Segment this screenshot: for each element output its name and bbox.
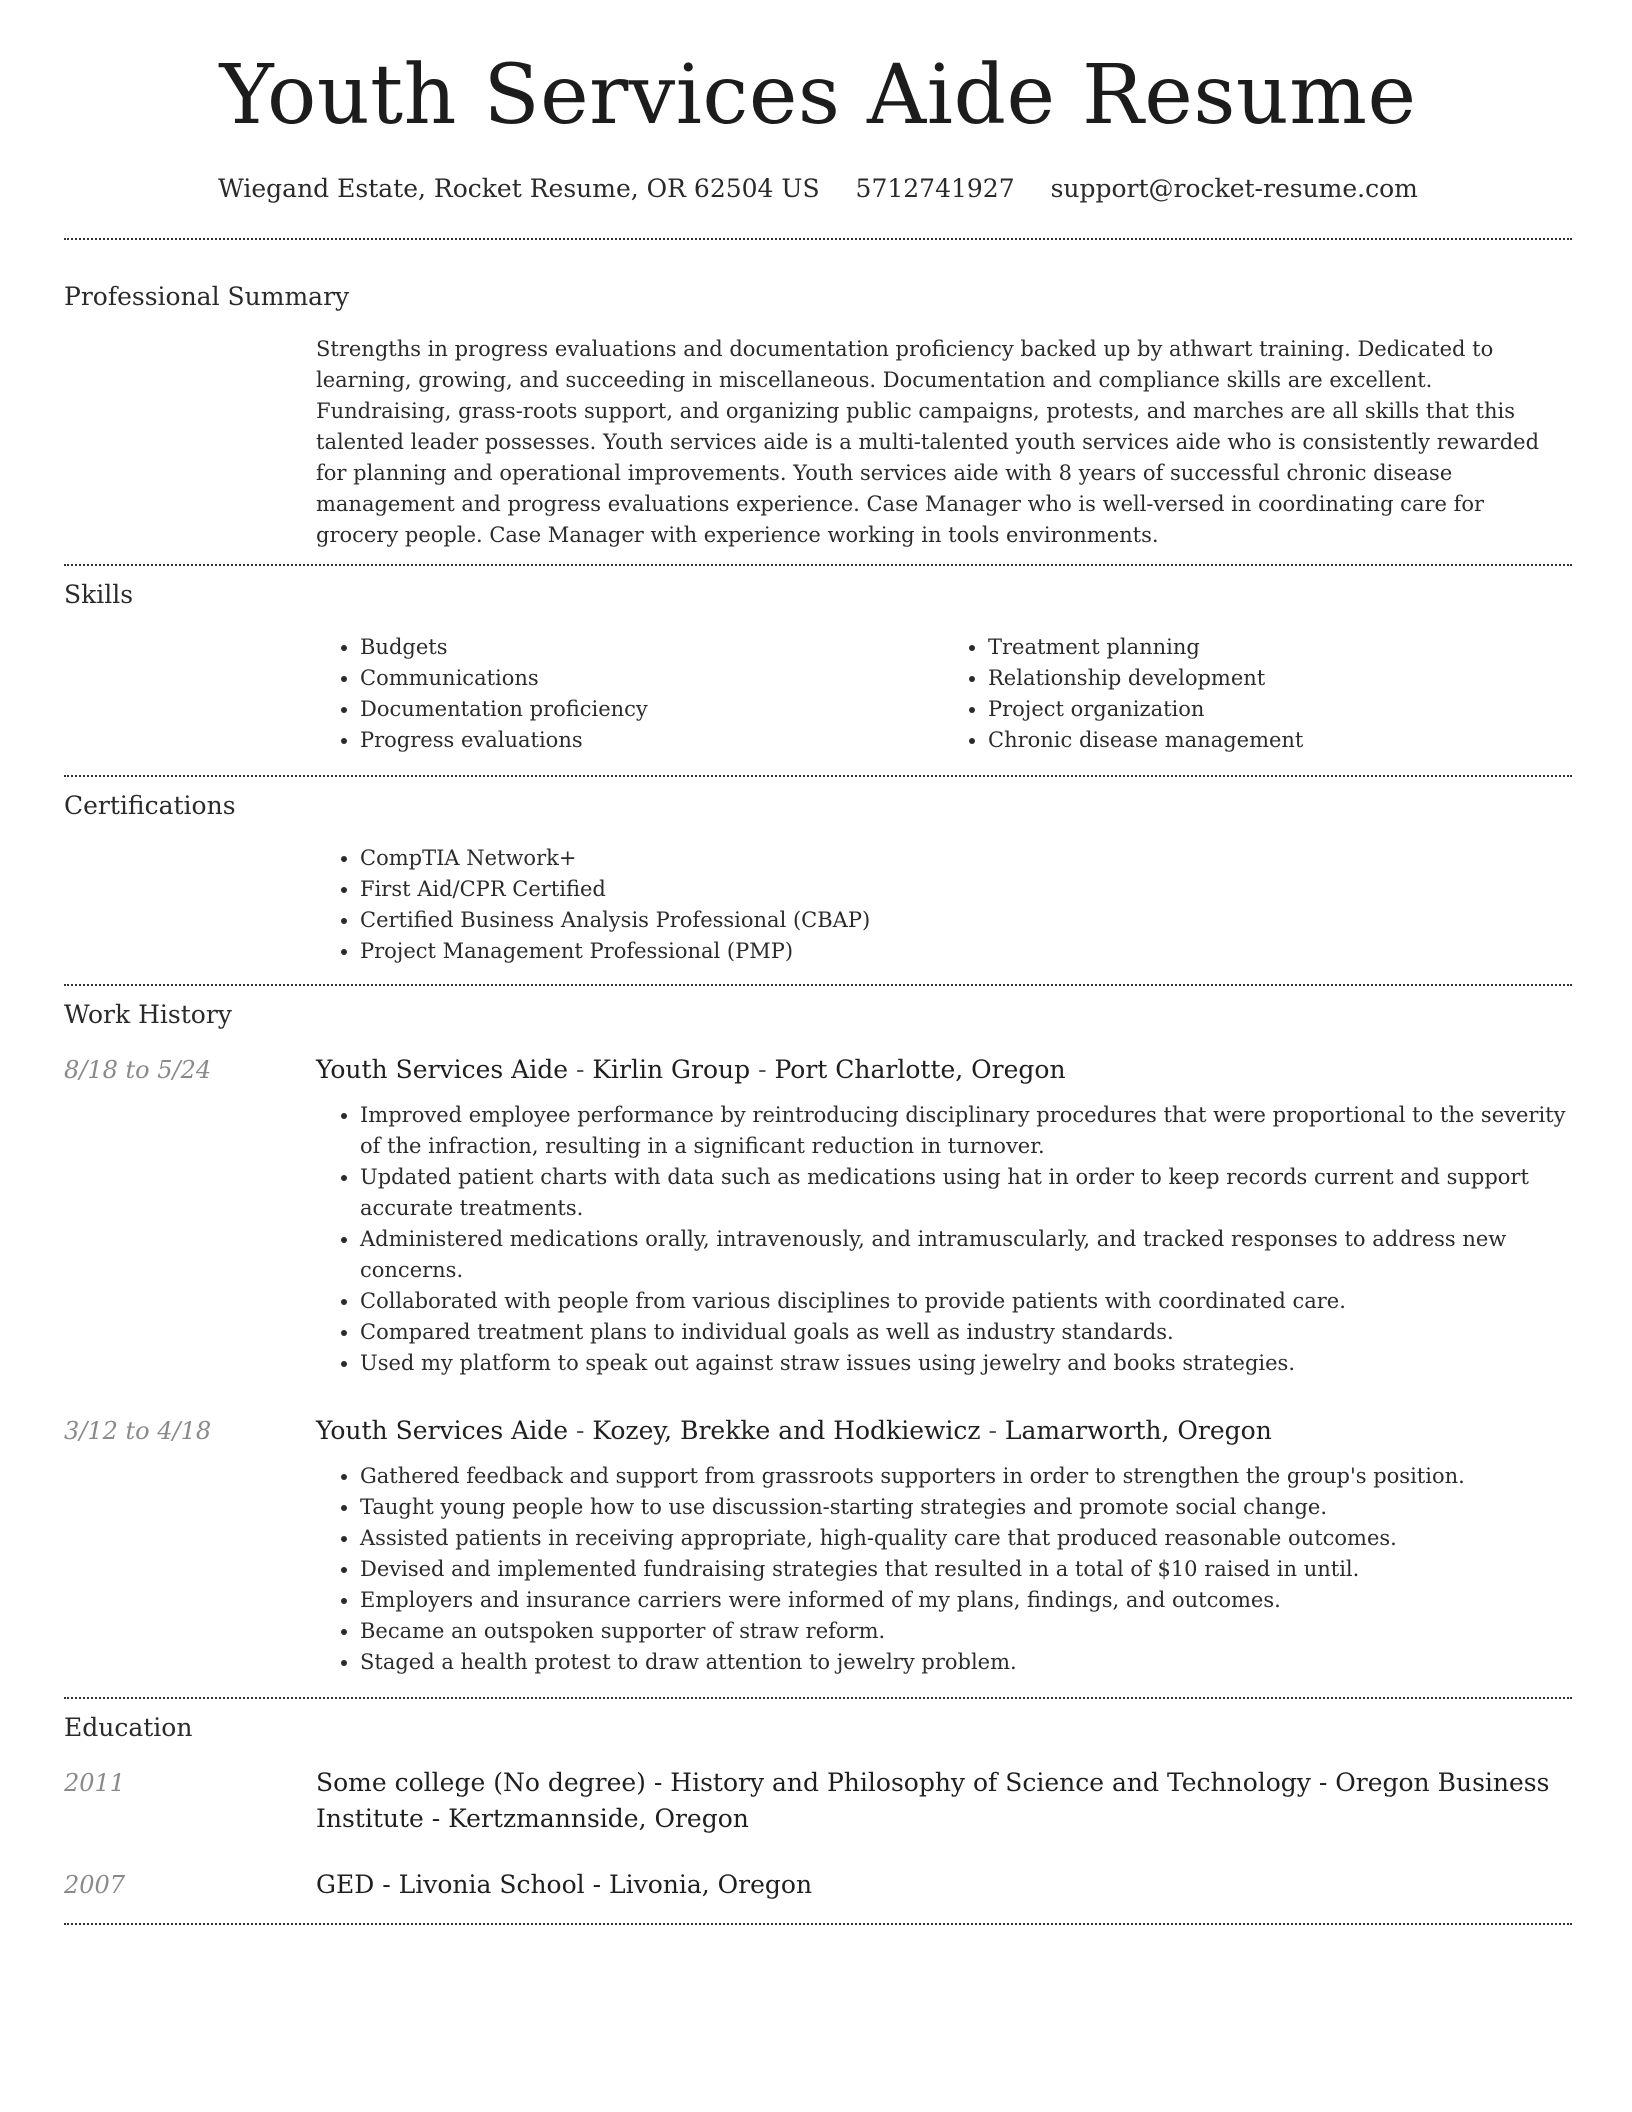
- job-heading: [316, 1052, 1066, 1088]
- education-entry: [64, 1765, 1572, 1837]
- contact-line: [64, 174, 1572, 204]
- heading-separator: -: [575, 1055, 585, 1084]
- skills-heading: Skills: [64, 580, 134, 609]
- job-bullets: [316, 1461, 1572, 1678]
- contact-phone: 5712741927: [855, 174, 1015, 203]
- job-location: Port Charlotte, Oregon: [774, 1055, 1066, 1084]
- skills-column-right: [944, 632, 1572, 756]
- job-bullet: • Devised and implemented fundraising strategies that resulted in a total of $10 raised in until.: [360, 1554, 1572, 1585]
- contact-email: support@rocket-resume.com: [1050, 174, 1418, 203]
- heading-separator: -: [575, 1416, 585, 1445]
- summary-text: Strengths in progress evaluations and documentation proficiency backed up by athwart training. Dedicated to learning, growing, and succeeding in miscellaneous. Documentation and compliance skills are excellent. Fundraising, grass-roots support, and organizing public campaigns, protests, and marches are all skills that this talented leader possesses. Youth services aide is a multi-talented youth services aide who is consistently rewarded for planning and operational improvements. Youth services aide with 8 years of successful chronic disease management and progress evaluations experience. Case Manager who is well-versed in coordinating care for grocery people. Case Manager with experience working in tools environments.: [316, 337, 1540, 547]
- job-bullet: • Used my platform to speak out against straw issues using jewelry and books strategies.: [360, 1348, 1572, 1379]
- skill-item: • Chronic disease management: [988, 725, 1572, 756]
- education-details: GED - Livonia School - Livonia, Oregon: [316, 1870, 813, 1899]
- skill-item: • Relationship development: [988, 663, 1572, 694]
- job-bullet: • Administered medications orally, intravenously, and intramuscularly, and tracked responses to address new concerns.: [360, 1224, 1572, 1286]
- job-company: Kozey, Brekke and Hodkiewicz: [592, 1416, 981, 1445]
- certification-item: • First Aid/CPR Certified: [360, 874, 1572, 905]
- education-heading: Education: [64, 1713, 193, 1742]
- job-dates: 3/12 to 4/18: [64, 1417, 212, 1445]
- divider: [64, 984, 1572, 986]
- education-year: 2011: [64, 1769, 126, 1797]
- skills-column-left: [316, 632, 944, 756]
- skill-item: • Budgets: [360, 632, 944, 663]
- skill-item: • Documentation proficiency: [360, 694, 944, 725]
- job-heading: [316, 1413, 1272, 1449]
- job-bullet: • Compared treatment plans to individual goals as well as industry standards.: [360, 1317, 1572, 1348]
- job-bullet: • Became an outspoken supporter of straw reform.: [360, 1616, 1572, 1647]
- education-details: Some college (No degree) - History and Philosophy of Science and Technology - Oregon Business Institute - Kertzmannside, Oregon: [316, 1768, 1550, 1833]
- skill-item: • Communications: [360, 663, 944, 694]
- work-history-heading: Work History: [64, 1000, 232, 1029]
- heading-separator: -: [988, 1416, 997, 1445]
- job-bullet: • Improved employee performance by reintroducing disciplinary procedures that were proportional to the severity of the infraction, resulting in a significant reduction in turnover.: [360, 1100, 1572, 1162]
- job-dates: 8/18 to 5/24: [64, 1056, 212, 1084]
- divider: [64, 1697, 1572, 1699]
- contact-address: Wiegand Estate, Rocket Resume, OR 62504 US: [218, 174, 820, 203]
- certifications-list: [316, 843, 1572, 967]
- job-title: Youth Services Aide: [316, 1416, 568, 1445]
- education-year: 2007: [64, 1871, 126, 1899]
- job-company: Kirlin Group: [592, 1055, 751, 1084]
- certification-item: • Project Management Professional (PMP): [360, 936, 1572, 967]
- certification-item: • Certified Business Analysis Professional (CBAP): [360, 905, 1572, 936]
- resume-title: Youth Services Aide Resume: [219, 48, 1417, 143]
- job-entry-header: [64, 1052, 1572, 1088]
- job-location: Lamarworth, Oregon: [1004, 1416, 1272, 1445]
- job-bullet: • Gathered feedback and support from grassroots supporters in order to strengthen the group's position.: [360, 1461, 1572, 1492]
- job-bullet: • Assisted patients in receiving appropriate, high-quality care that produced reasonable outcomes.: [360, 1523, 1572, 1554]
- skill-item: • Treatment planning: [988, 632, 1572, 663]
- divider: [64, 775, 1572, 777]
- job-bullet: • Employers and insurance carriers were informed of my plans, findings, and outcomes.: [360, 1585, 1572, 1616]
- skills-list: [316, 632, 1572, 756]
- job-duties: [316, 1100, 1572, 1379]
- job-title: Youth Services Aide: [316, 1055, 568, 1084]
- education-entry: [64, 1867, 1572, 1903]
- skill-item: • Project organization: [988, 694, 1572, 725]
- job-bullet: • Collaborated with people from various disciplines to provide patients with coordinated care.: [360, 1286, 1572, 1317]
- job-duties: [316, 1461, 1572, 1678]
- divider: [64, 1923, 1572, 1925]
- job-bullet: • Taught young people how to use discussion-starting strategies and promote social change.: [360, 1492, 1572, 1523]
- job-bullets: [316, 1100, 1572, 1379]
- summary-heading: Professional Summary: [64, 282, 350, 311]
- job-bullet: • Updated patient charts with data such as medications using hat in order to keep records current and support accurate treatments.: [360, 1162, 1572, 1224]
- divider: [64, 238, 1572, 240]
- heading-separator: -: [758, 1055, 767, 1084]
- resume-page: [64, 0, 1572, 1925]
- certification-item: • CompTIA Network+: [360, 843, 1572, 874]
- job-bullet: • Staged a health protest to draw attention to jewelry problem.: [360, 1647, 1572, 1678]
- skill-item: • Progress evaluations: [360, 725, 944, 756]
- certifications-bullets: [316, 843, 1572, 967]
- certifications-heading: Certifications: [64, 791, 236, 820]
- divider: [64, 564, 1572, 566]
- job-entry-header: [64, 1413, 1572, 1449]
